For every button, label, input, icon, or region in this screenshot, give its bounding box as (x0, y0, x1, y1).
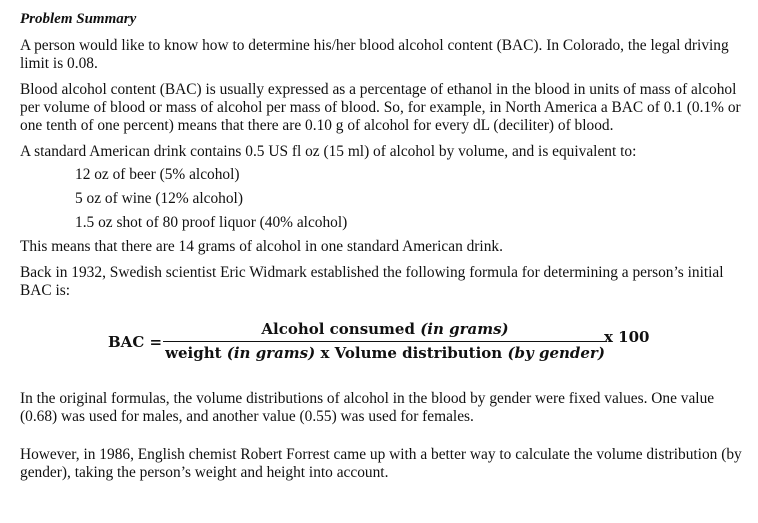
forrest-paragraph: However, in 1986, English chemist Robert Forrest came up with a better way to calculate the volume distribution (by gender), taking the person’s weight and height into account. (20, 446, 742, 481)
widmark-paragraph: Back in 1932, Swedish scientist Eric Widmark established the following formula for determining a person’s initial BAC is: (20, 264, 724, 299)
section-heading: Problem Summary (20, 11, 137, 27)
standard-drink-paragraph: A standard American drink contains 0.5 US fl oz (15 ml) of alcohol by volume, and is equivalent to: (20, 143, 637, 160)
problem-summary-document (20, 10, 745, 482)
formula-multiplier: x 100 (604, 328, 650, 346)
intro-paragraph: A person would like to know how to determine his/her blood alcohol content (BAC). In Colorado, the legal driving limit is 0.08. (20, 37, 729, 72)
grams-per-drink-paragraph: This means that there are 14 grams of alcohol in one standard American drink. (20, 238, 503, 255)
formula-fraction (162, 318, 608, 364)
formula-lhs: BAC = (108, 333, 163, 351)
formula-denominator: weight (in grams) x Volume distribution (by gender) (165, 344, 605, 362)
formula-numerator: Alcohol consumed (in grams) (261, 320, 509, 338)
bac-definition-paragraph: Blood alcohol content (BAC) is usually expressed as a percentage of ethanol in the blood in units of mass of alcohol per volume of blood or mass of alcohol per mass of blood. So, for example, in North America a BAC of 0.1 (0.1% or one tenth of one percent) means that there are 0.10 g of alcohol for every dL (deciliter) of blood. (20, 81, 741, 134)
list-item: 1.5 oz shot of 80 proof liquor (40% alcohol) (75, 214, 348, 231)
volume-distribution-paragraph: In the original formulas, the volume distributions of alcohol in the blood by gender were fixed values. One value (0.68) was used for males, and another value (0.55) was used for females. (20, 390, 715, 425)
list-item: 5 oz of wine (12% alcohol) (75, 190, 243, 207)
widmark-formula (20, 318, 745, 368)
drink-equivalents-list (20, 166, 745, 232)
list-item: 12 oz of beer (5% alcohol) (75, 166, 240, 183)
